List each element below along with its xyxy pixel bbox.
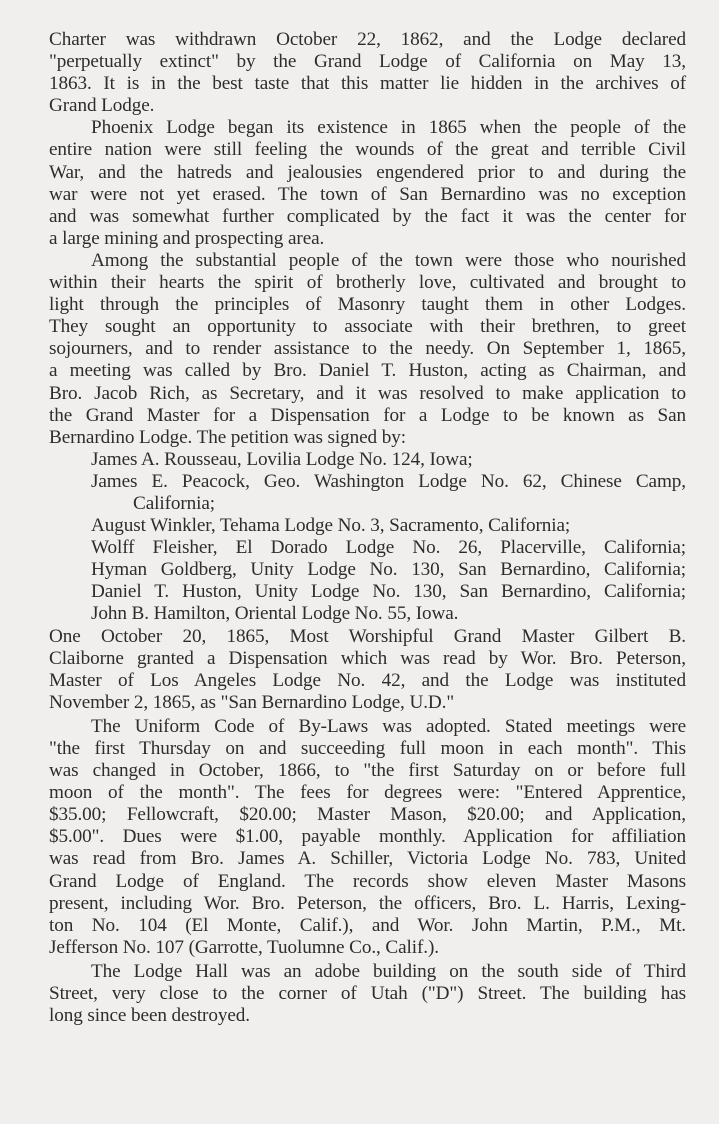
text-line: Among the substantial people of the town were those who nourished xyxy=(91,249,686,271)
document-page xyxy=(49,29,686,1027)
text-line: ton No. 104 (El Monte, Calif.), and Wor. John Martin, P.M., Mt. xyxy=(49,914,686,936)
text-line: within their hearts the spirit of brotherly love, cultivated and brought to xyxy=(49,272,686,294)
text-line: "perpetually extinct" by the Grand Lodge of California on May 13, xyxy=(49,51,686,73)
text-line: and was somewhat further complicated by the fact it was the center for xyxy=(49,205,686,227)
text-line: November 2, 1865, as "San Bernardino Lodge, U.D." xyxy=(49,691,455,713)
signer-entry: John B. Hamilton, Oriental Lodge No. 55, Iowa. xyxy=(91,603,459,625)
text-line: the Grand Master for a Dispensation for a Lodge to be known as San xyxy=(49,404,686,426)
text-line: The Uniform Code of By-Laws was adopted. Stated meetings were xyxy=(91,715,686,737)
text-line: Phoenix Lodge began its existence in 1865 when the people of the xyxy=(91,117,686,139)
signer-entry: Wolff Fleisher, El Dorado Lodge No. 26, Placerville, California; xyxy=(91,537,686,559)
text-line: Grand Lodge. xyxy=(49,95,155,117)
text-line: was changed in October, 1866, to "the first Saturday on or before full xyxy=(49,760,686,782)
text-line: Bernardino Lodge. The petition was signed by: xyxy=(49,426,406,448)
text-line: entire nation were still feeling the wounds of the great and terrible Civil xyxy=(49,139,686,161)
text-line: Street, very close to the corner of Utah ("D") Street. The building has xyxy=(49,983,686,1005)
text-line: $5.00". Dues were $1.00, payable monthly. Application for affiliation xyxy=(49,826,686,848)
signer-entry: August Winkler, Tehama Lodge No. 3, Sacramento, California; xyxy=(91,515,571,537)
text-line: Bro. Jacob Rich, as Secretary, and it was resolved to make application to xyxy=(49,382,686,404)
signer-entry: Daniel T. Huston, Unity Lodge No. 130, San Bernardino, California; xyxy=(91,581,686,603)
signer-entry: James E. Peacock, Geo. Washington Lodge No. 62, Chinese Camp, xyxy=(91,470,686,492)
signer-entry-continuation: California; xyxy=(133,492,216,514)
text-line: sojourners, and to render assistance to the needy. On September 1, 1865, xyxy=(49,338,686,360)
text-line: present, including Wor. Bro. Peterson, the officers, Bro. L. Harris, Lexing- xyxy=(49,892,686,914)
text-line: war were not yet erased. The town of San Bernardino was no exception xyxy=(49,183,686,205)
text-line: Grand Lodge of England. The records show eleven Master Masons xyxy=(49,870,686,892)
text-line: moon of the month". The fees for degrees were: "Entered Apprentice, xyxy=(49,782,686,804)
text-line: $35.00; Fellowcraft, $20.00; Master Mason, $20.00; and Application, xyxy=(49,804,686,826)
paragraph-by-laws xyxy=(49,716,686,959)
text-line: The Lodge Hall was an adobe building on the south side of Third xyxy=(91,960,686,982)
text-line: a large mining and prospecting area. xyxy=(49,227,325,249)
text-line: long since been destroyed. xyxy=(49,1005,250,1027)
text-line: They sought an opportunity to associate with their brethren, to greet xyxy=(49,316,686,338)
paragraph-dispensation xyxy=(49,626,686,714)
text-line: "the first Thursday on and succeeding full moon in each month". This xyxy=(49,738,686,759)
text-line: One October 20, 1865, Most Worshipful Grand Master Gilbert B. xyxy=(49,625,686,647)
paragraph-phoenix-lodge xyxy=(49,117,686,250)
text-line: Jefferson No. 107 (Garrotte, Tuolumne Co., Calif.). xyxy=(49,936,439,958)
paragraph-lodge-hall xyxy=(49,961,686,1027)
text-line: light through the principles of Masonry taught them in other Lodges. xyxy=(49,294,686,316)
text-line: 1863. It is in the best taste that this matter lie hidden in the archives of xyxy=(49,73,686,95)
text-line: Claiborne granted a Dispensation which was read by Wor. Bro. Peterson, xyxy=(49,647,686,669)
text-line: Charter was withdrawn October 22, 1862, and the Lodge declared xyxy=(49,29,686,50)
text-line: was read from Bro. James A. Schiller, Victoria Lodge No. 783, United xyxy=(49,848,686,870)
petition-signers-list xyxy=(49,449,686,626)
paragraph-charter-withdrawn xyxy=(49,29,686,117)
text-line: a meeting was called by Bro. Daniel T. Huston, acting as Chairman, and xyxy=(49,360,686,382)
signer-entry: Hyman Goldberg, Unity Lodge No. 130, San Bernardino, California; xyxy=(91,559,686,581)
text-line: Master of Los Angeles Lodge No. 42, and the Lodge was instituted xyxy=(49,669,686,691)
text-line: War, and the hatreds and jealousies engendered prior to and during the xyxy=(49,161,686,183)
paragraph-substantial-people xyxy=(49,250,686,449)
signer-entry: James A. Rousseau, Lovilia Lodge No. 124, Iowa; xyxy=(91,448,473,470)
